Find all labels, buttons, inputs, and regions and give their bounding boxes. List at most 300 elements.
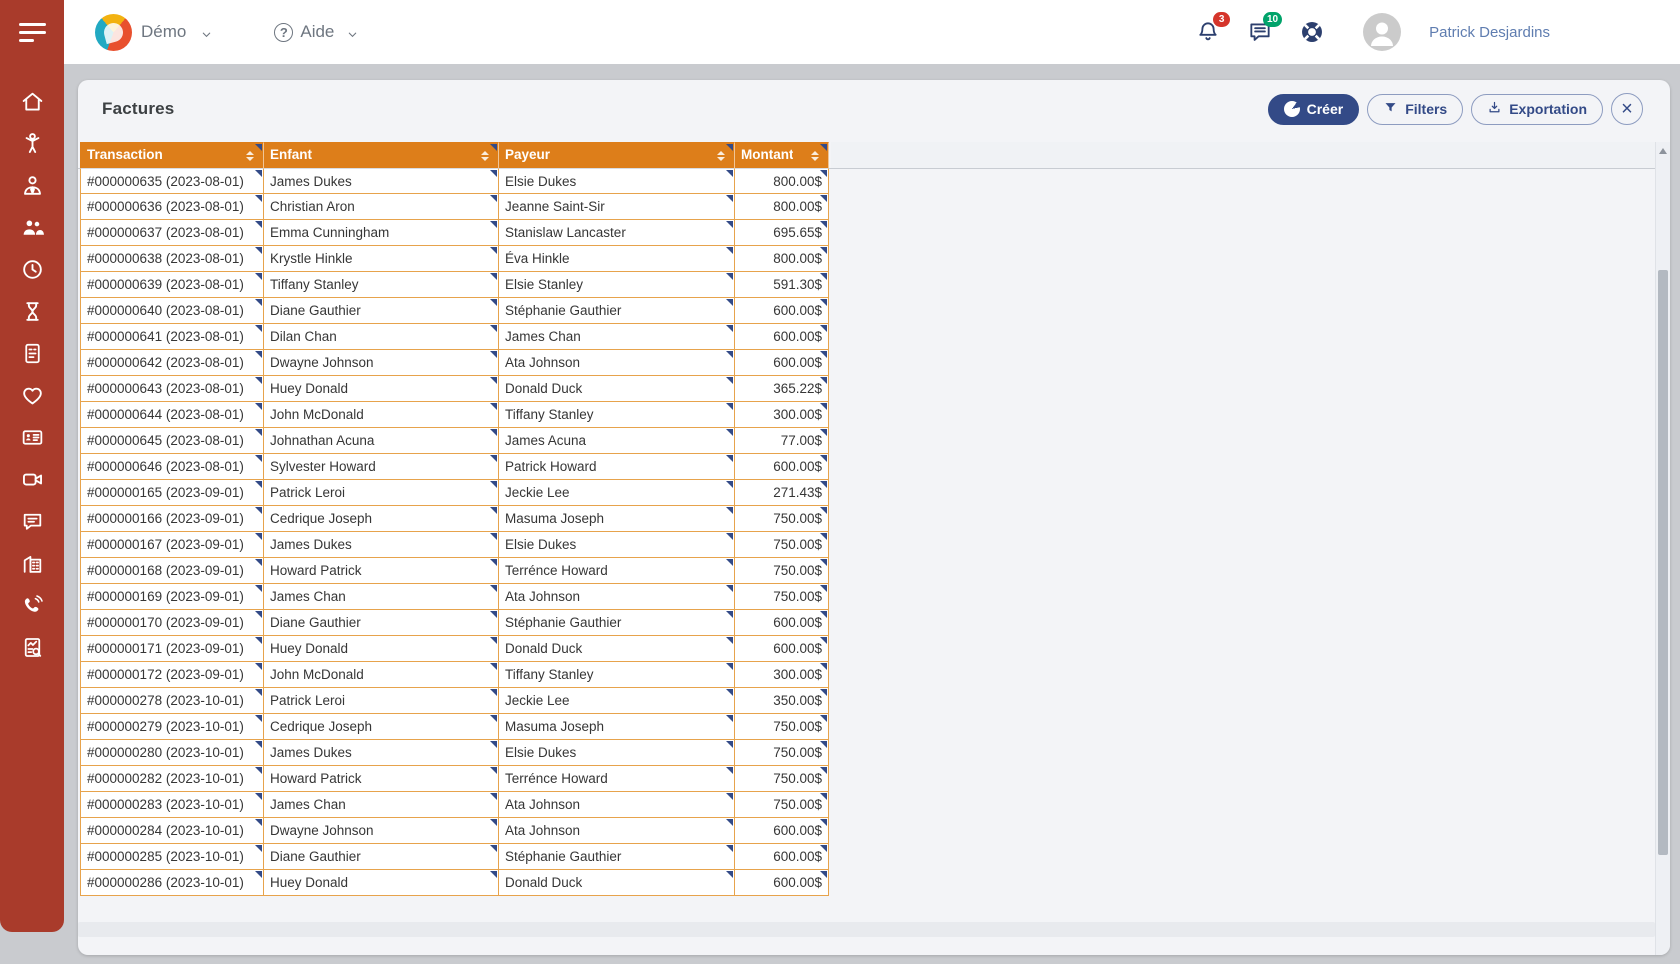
invoices-table	[80, 142, 829, 896]
cell-payeur[interactable]: James Acuna	[499, 428, 735, 454]
column-header-transaction[interactable]	[80, 142, 264, 168]
cell-corner-marker	[820, 403, 827, 410]
cell-corner-marker	[490, 195, 497, 202]
cell-corner-marker	[490, 170, 497, 177]
cell-montant[interactable]: 350.00$	[735, 688, 829, 714]
table-row	[80, 454, 829, 480]
cell-corner-marker	[820, 299, 827, 306]
cell-corner-marker	[726, 221, 733, 228]
vertical-scrollbar-thumb[interactable]	[1658, 270, 1668, 855]
table-row	[80, 584, 829, 610]
sidebar-item-educators[interactable]	[19, 175, 45, 200]
cell-enfant[interactable]: Christian Aron	[264, 194, 499, 220]
cell-payeur[interactable]: Tiffany Stanley	[499, 402, 735, 428]
cell-corner-marker	[820, 351, 827, 358]
cell-corner-marker	[820, 507, 827, 514]
cell-corner-marker	[490, 403, 497, 410]
user-name[interactable]: Patrick Desjardins	[1429, 23, 1550, 41]
close-icon: ×	[1621, 98, 1633, 120]
cell-corner-marker	[820, 221, 827, 228]
column-header-label: Payeur	[505, 146, 551, 162]
cell-transaction[interactable]: #000000283 (2023-10-01)	[80, 792, 264, 818]
cell-corner-marker	[255, 455, 262, 462]
cell-corner-marker	[726, 247, 733, 254]
cell-corner-marker	[255, 819, 262, 826]
cell-payeur[interactable]: Elsie Dukes	[499, 740, 735, 766]
table-row	[80, 688, 829, 714]
table-row	[80, 480, 829, 506]
cell-enfant[interactable]: Diane Gauthier	[264, 610, 499, 636]
cell-montant[interactable]: 750.00$	[735, 584, 829, 610]
cell-corner-marker	[255, 299, 262, 306]
cell-transaction[interactable]: #000000646 (2023-08-01)	[80, 454, 264, 480]
cell-enfant[interactable]: Patrick Leroi	[264, 688, 499, 714]
cell-corner-marker	[490, 819, 497, 826]
panel-header	[78, 80, 1670, 138]
message-icon	[1247, 32, 1273, 49]
cell-corner-marker	[255, 715, 262, 722]
sidebar-item-invoices[interactable]	[19, 343, 45, 368]
cell-corner-marker	[490, 715, 497, 722]
cell-enfant[interactable]: Johnathan Acuna	[264, 428, 499, 454]
cell-montant[interactable]: 750.00$	[735, 740, 829, 766]
cell-transaction[interactable]: #000000639 (2023-08-01)	[80, 272, 264, 298]
cell-montant[interactable]: 800.00$	[735, 194, 829, 220]
create-button[interactable]	[1268, 94, 1360, 125]
cell-corner-marker	[255, 351, 262, 358]
cell-enfant[interactable]: Dwayne Johnson	[264, 818, 499, 844]
cell-corner-marker	[726, 455, 733, 462]
people-icon	[20, 215, 45, 245]
table-row	[80, 662, 829, 688]
export-button[interactable]	[1471, 94, 1603, 125]
cell-montant[interactable]: 750.00$	[735, 506, 829, 532]
cell-enfant[interactable]: Diane Gauthier	[264, 298, 499, 324]
sidebar-item-contacts[interactable]	[19, 427, 45, 452]
cell-enfant[interactable]: Diane Gauthier	[264, 844, 499, 870]
cell-montant[interactable]: 600.00$	[735, 350, 829, 376]
cell-payeur[interactable]: Ata Johnson	[499, 350, 735, 376]
sidebar-item-waiting-list[interactable]	[19, 301, 45, 326]
cell-corner-marker	[726, 871, 733, 878]
cell-payeur[interactable]: Stanislaw Lancaster	[499, 220, 735, 246]
cell-corner-marker	[726, 299, 733, 306]
cell-enfant[interactable]: Tiffany Stanley	[264, 272, 499, 298]
cell-corner-marker	[726, 663, 733, 670]
cell-corner-marker	[820, 533, 827, 540]
cell-payeur[interactable]: Stéphanie Gauthier	[499, 610, 735, 636]
cell-transaction[interactable]: #000000167 (2023-09-01)	[80, 532, 264, 558]
cell-enfant[interactable]: James Chan	[264, 792, 499, 818]
help-label: Aide	[300, 22, 335, 41]
cell-montant[interactable]: 591.30$	[735, 272, 829, 298]
phone-icon	[20, 593, 45, 623]
cell-enfant[interactable]: Cedrique Joseph	[264, 714, 499, 740]
invoices-grid	[78, 138, 1670, 955]
cell-enfant[interactable]: Patrick Leroi	[264, 480, 499, 506]
table-row	[80, 168, 829, 194]
cell-payeur[interactable]: Masuma Joseph	[499, 506, 735, 532]
cell-transaction[interactable]: #000000644 (2023-08-01)	[80, 402, 264, 428]
cell-corner-marker	[490, 871, 497, 878]
help-menu[interactable]	[274, 22, 358, 42]
sidebar-item-health[interactable]	[19, 385, 45, 410]
cell-corner-marker	[820, 585, 827, 592]
cell-transaction[interactable]: #000000636 (2023-08-01)	[80, 194, 264, 220]
cell-transaction[interactable]: #000000168 (2023-09-01)	[80, 558, 264, 584]
scroll-up-arrow-icon[interactable]	[1659, 148, 1667, 154]
column-header-label: Transaction	[87, 146, 163, 162]
cell-transaction[interactable]: #000000640 (2023-08-01)	[80, 298, 264, 324]
cell-corner-marker	[255, 429, 262, 436]
cell-corner-marker	[726, 585, 733, 592]
cell-corner-marker	[255, 663, 262, 670]
lifebuoy-icon	[1299, 32, 1325, 49]
cell-enfant[interactable]: Emma Cunningham	[264, 220, 499, 246]
cell-enfant[interactable]: Cedrique Joseph	[264, 506, 499, 532]
cell-corner-marker	[820, 195, 827, 202]
cell-payeur[interactable]: Donald Duck	[499, 636, 735, 662]
cell-corner-marker	[820, 819, 827, 826]
cell-corner-marker	[255, 767, 262, 774]
cell-montant[interactable]: 300.00$	[735, 402, 829, 428]
pie-chart-icon	[1284, 101, 1300, 117]
cell-corner-marker	[820, 741, 827, 748]
cell-montant[interactable]: 365.22$	[735, 376, 829, 402]
table-row	[80, 558, 829, 584]
app-logo	[95, 14, 132, 51]
cell-transaction[interactable]: #000000280 (2023-10-01)	[80, 740, 264, 766]
brand-label: Démo	[141, 22, 187, 41]
cell-corner-marker	[490, 793, 497, 800]
cell-corner-marker	[726, 715, 733, 722]
cell-transaction[interactable]: #000000635 (2023-08-01)	[80, 168, 264, 194]
cell-montant[interactable]: 300.00$	[735, 662, 829, 688]
table-row	[80, 402, 829, 428]
filters-button[interactable]	[1367, 94, 1463, 125]
cell-corner-marker	[726, 170, 733, 177]
cell-montant[interactable]: 600.00$	[735, 870, 829, 896]
cell-corner-marker	[255, 325, 262, 332]
cell-enfant[interactable]: John McDonald	[264, 402, 499, 428]
cell-transaction[interactable]: #000000642 (2023-08-01)	[80, 350, 264, 376]
notifications-button[interactable]	[1195, 14, 1225, 45]
cell-corner-marker	[820, 170, 827, 177]
cell-corner-marker	[820, 871, 827, 878]
cell-corner-marker	[255, 559, 262, 566]
cell-transaction[interactable]: #000000170 (2023-09-01)	[80, 610, 264, 636]
cell-corner-marker	[726, 637, 733, 644]
cell-montant[interactable]: 600.00$	[735, 324, 829, 350]
educator-icon	[20, 173, 45, 203]
cell-transaction[interactable]: #000000643 (2023-08-01)	[80, 376, 264, 402]
help-icon: ?	[274, 23, 293, 42]
cell-corner-marker	[726, 559, 733, 566]
video-camera-icon	[20, 467, 45, 497]
heart-icon	[20, 383, 45, 413]
sidebar-item-messages[interactable]	[19, 511, 45, 536]
sidebar-item-groups[interactable]	[19, 217, 45, 242]
chevron-down-icon	[201, 27, 212, 38]
close-button[interactable]	[1611, 93, 1643, 125]
cell-montant[interactable]: 600.00$	[735, 610, 829, 636]
sort-icon[interactable]	[481, 151, 489, 161]
sidebar-item-children[interactable]	[19, 133, 45, 158]
cell-enfant[interactable]: Huey Donald	[264, 870, 499, 896]
cell-corner-marker	[490, 429, 497, 436]
cell-corner-marker	[490, 351, 497, 358]
messages-button[interactable]	[1247, 14, 1279, 45]
cell-montant[interactable]: 77.00$	[735, 428, 829, 454]
cell-transaction[interactable]: #000000286 (2023-10-01)	[80, 870, 264, 896]
cell-payeur[interactable]: Jeanne Saint-Sir	[499, 194, 735, 220]
cell-montant[interactable]: 750.00$	[735, 792, 829, 818]
cell-enfant[interactable]: James Chan	[264, 584, 499, 610]
cell-transaction[interactable]: #000000169 (2023-09-01)	[80, 584, 264, 610]
cell-corner-marker	[726, 819, 733, 826]
cell-corner-marker	[820, 845, 827, 852]
cell-corner-marker	[726, 741, 733, 748]
cell-transaction[interactable]: #000000284 (2023-10-01)	[80, 818, 264, 844]
cell-corner-marker	[255, 793, 262, 800]
cell-transaction[interactable]: #000000638 (2023-08-01)	[80, 246, 264, 272]
cell-corner-marker	[820, 377, 827, 384]
cell-enfant[interactable]: Howard Patrick	[264, 558, 499, 584]
cell-montant[interactable]: 800.00$	[735, 168, 829, 194]
cell-corner-marker	[490, 559, 497, 566]
cell-corner-marker	[820, 767, 827, 774]
table-row	[80, 246, 829, 272]
cell-corner-marker	[820, 429, 827, 436]
cell-corner-marker	[255, 845, 262, 852]
table-row	[80, 350, 829, 376]
cell-corner-marker	[490, 845, 497, 852]
cell-corner-marker	[820, 247, 827, 254]
column-header-montant[interactable]	[735, 142, 829, 168]
cell-corner-marker	[726, 793, 733, 800]
sort-icon[interactable]	[246, 151, 254, 161]
cell-corner-marker	[726, 273, 733, 280]
cell-corner-marker	[490, 507, 497, 514]
report-search-icon	[20, 635, 45, 665]
cell-corner-marker	[255, 403, 262, 410]
cell-payeur[interactable]: Donald Duck	[499, 376, 735, 402]
cell-montant[interactable]: 750.00$	[735, 558, 829, 584]
sidebar-item-schedule[interactable]	[19, 259, 45, 284]
cell-payeur[interactable]: Donald Duck	[499, 870, 735, 896]
invoices-panel	[78, 80, 1670, 955]
chevron-down-icon	[347, 27, 358, 38]
cell-corner-marker	[255, 689, 262, 696]
cell-corner-marker	[255, 195, 262, 202]
cell-transaction[interactable]: #000000165 (2023-09-01)	[80, 480, 264, 506]
cell-transaction[interactable]: #000000282 (2023-10-01)	[80, 766, 264, 792]
cell-transaction[interactable]: #000000645 (2023-08-01)	[80, 428, 264, 454]
child-icon	[20, 131, 45, 161]
cell-enfant[interactable]: James Dukes	[264, 168, 499, 194]
cell-corner-marker	[490, 144, 497, 151]
cell-montant[interactable]: 271.43$	[735, 480, 829, 506]
cell-corner-marker	[490, 273, 497, 280]
cell-montant[interactable]: 600.00$	[735, 818, 829, 844]
cell-corner-marker	[255, 221, 262, 228]
cell-transaction[interactable]: #000000641 (2023-08-01)	[80, 324, 264, 350]
cell-corner-marker	[820, 144, 827, 151]
sort-icon[interactable]	[811, 151, 819, 161]
vertical-scrollbar[interactable]	[1655, 142, 1670, 955]
cell-transaction[interactable]: #000000279 (2023-10-01)	[80, 714, 264, 740]
cell-transaction[interactable]: #000000172 (2023-09-01)	[80, 662, 264, 688]
cell-payeur[interactable]: Tiffany Stanley	[499, 662, 735, 688]
cell-corner-marker	[726, 195, 733, 202]
cell-corner-marker	[490, 767, 497, 774]
cell-enfant[interactable]: James Dukes	[264, 532, 499, 558]
cell-corner-marker	[820, 325, 827, 332]
cell-transaction[interactable]: #000000166 (2023-09-01)	[80, 506, 264, 532]
sidebar-item-facility[interactable]	[19, 553, 45, 578]
table-row	[80, 610, 829, 636]
cell-payeur[interactable]: Ata Johnson	[499, 792, 735, 818]
cell-montant[interactable]: 695.65$	[735, 220, 829, 246]
cell-corner-marker	[726, 845, 733, 852]
cell-corner-marker	[255, 741, 262, 748]
cell-enfant[interactable]: Krystle Hinkle	[264, 246, 499, 272]
table-row	[80, 428, 829, 454]
column-header-payeur[interactable]	[499, 142, 735, 168]
cell-montant[interactable]: 750.00$	[735, 714, 829, 740]
cell-enfant[interactable]: Huey Donald	[264, 376, 499, 402]
table-row	[80, 844, 829, 870]
cell-corner-marker	[820, 793, 827, 800]
user-avatar[interactable]	[1363, 13, 1401, 51]
cell-corner-marker	[726, 689, 733, 696]
table-row	[80, 298, 829, 324]
cell-corner-marker	[490, 221, 497, 228]
cell-corner-marker	[820, 637, 827, 644]
cell-corner-marker	[255, 585, 262, 592]
cell-payeur[interactable]: Terrénce Howard	[499, 766, 735, 792]
sidebar-item-video[interactable]	[19, 469, 45, 494]
table-row	[80, 272, 829, 298]
cell-enfant[interactable]: Sylvester Howard	[264, 454, 499, 480]
cell-corner-marker	[726, 351, 733, 358]
horizontal-scrollbar[interactable]	[78, 922, 1655, 937]
cell-payeur[interactable]: Jeckie Lee	[499, 688, 735, 714]
cell-corner-marker	[820, 663, 827, 670]
table-row	[80, 636, 829, 662]
cell-enfant[interactable]: Dilan Chan	[264, 324, 499, 350]
filters-button-label: Filters	[1405, 101, 1448, 117]
cell-montant[interactable]: 600.00$	[735, 844, 829, 870]
support-button[interactable]	[1299, 19, 1325, 45]
table-row	[80, 220, 829, 246]
cell-payeur[interactable]: Jeckie Lee	[499, 480, 735, 506]
cell-payeur[interactable]: Masuma Joseph	[499, 714, 735, 740]
sidebar	[0, 0, 64, 932]
cell-corner-marker	[726, 611, 733, 618]
cell-corner-marker	[820, 455, 827, 462]
table-row	[80, 376, 829, 402]
cell-montant[interactable]: 600.00$	[735, 636, 829, 662]
cell-payeur[interactable]: Terrénce Howard	[499, 558, 735, 584]
column-header-label: Montant	[741, 146, 794, 162]
topbar	[64, 0, 1680, 64]
cell-payeur[interactable]: Patrick Howard	[499, 454, 735, 480]
cell-corner-marker	[255, 481, 262, 488]
cell-corner-marker	[726, 533, 733, 540]
cell-payeur[interactable]: Elsie Dukes	[499, 532, 735, 558]
cell-payeur[interactable]: Ata Johnson	[499, 584, 735, 610]
building-icon	[20, 551, 45, 581]
home-icon	[20, 89, 45, 119]
cell-corner-marker	[490, 299, 497, 306]
cell-transaction[interactable]: #000000171 (2023-09-01)	[80, 636, 264, 662]
table-header-row	[80, 142, 829, 168]
cell-corner-marker	[820, 559, 827, 566]
invoice-icon	[20, 341, 45, 371]
download-icon	[1487, 100, 1502, 118]
cell-corner-marker	[255, 637, 262, 644]
table-row	[80, 870, 829, 896]
cell-corner-marker	[726, 325, 733, 332]
cell-corner-marker	[820, 689, 827, 696]
cell-corner-marker	[490, 533, 497, 540]
cell-corner-marker	[490, 663, 497, 670]
sort-icon[interactable]	[717, 151, 725, 161]
sidebar-item-reports[interactable]	[19, 637, 45, 662]
table-row	[80, 194, 829, 220]
cell-enfant[interactable]: James Dukes	[264, 740, 499, 766]
cell-montant[interactable]: 600.00$	[735, 454, 829, 480]
cell-payeur[interactable]: Elsie Stanley	[499, 272, 735, 298]
menu-toggle-button[interactable]	[0, 0, 64, 64]
cell-corner-marker	[820, 611, 827, 618]
cell-transaction[interactable]: #000000285 (2023-10-01)	[80, 844, 264, 870]
table-row	[80, 818, 829, 844]
cell-payeur[interactable]: Stéphanie Gauthier	[499, 844, 735, 870]
column-header-enfant[interactable]	[264, 142, 499, 168]
cell-corner-marker	[726, 403, 733, 410]
cell-transaction[interactable]: #000000637 (2023-08-01)	[80, 220, 264, 246]
cell-corner-marker	[255, 377, 262, 384]
cell-payeur[interactable]: Stéphanie Gauthier	[499, 298, 735, 324]
cell-payeur[interactable]: James Chan	[499, 324, 735, 350]
brand-menu[interactable]	[95, 14, 212, 51]
column-header-label: Enfant	[270, 146, 312, 162]
cell-corner-marker	[255, 871, 262, 878]
cell-montant[interactable]: 600.00$	[735, 298, 829, 324]
cell-corner-marker	[255, 247, 262, 254]
cell-enfant[interactable]: Huey Donald	[264, 636, 499, 662]
cell-payeur[interactable]: Elsie Dukes	[499, 168, 735, 194]
cell-enfant[interactable]: Dwayne Johnson	[264, 350, 499, 376]
table-row	[80, 792, 829, 818]
table-row	[80, 740, 829, 766]
cell-transaction[interactable]: #000000278 (2023-10-01)	[80, 688, 264, 714]
sidebar-item-home[interactable]	[19, 91, 45, 116]
cell-enfant[interactable]: John McDonald	[264, 662, 499, 688]
cell-payeur[interactable]: Ata Johnson	[499, 818, 735, 844]
cell-corner-marker	[490, 247, 497, 254]
sidebar-item-calls[interactable]	[19, 595, 45, 620]
cell-payeur[interactable]: Éva Hinkle	[499, 246, 735, 272]
table-row	[80, 714, 829, 740]
cell-montant[interactable]: 750.00$	[735, 532, 829, 558]
cell-montant[interactable]: 800.00$	[735, 246, 829, 272]
cell-montant[interactable]: 750.00$	[735, 766, 829, 792]
cell-enfant[interactable]: Howard Patrick	[264, 766, 499, 792]
table-row	[80, 506, 829, 532]
